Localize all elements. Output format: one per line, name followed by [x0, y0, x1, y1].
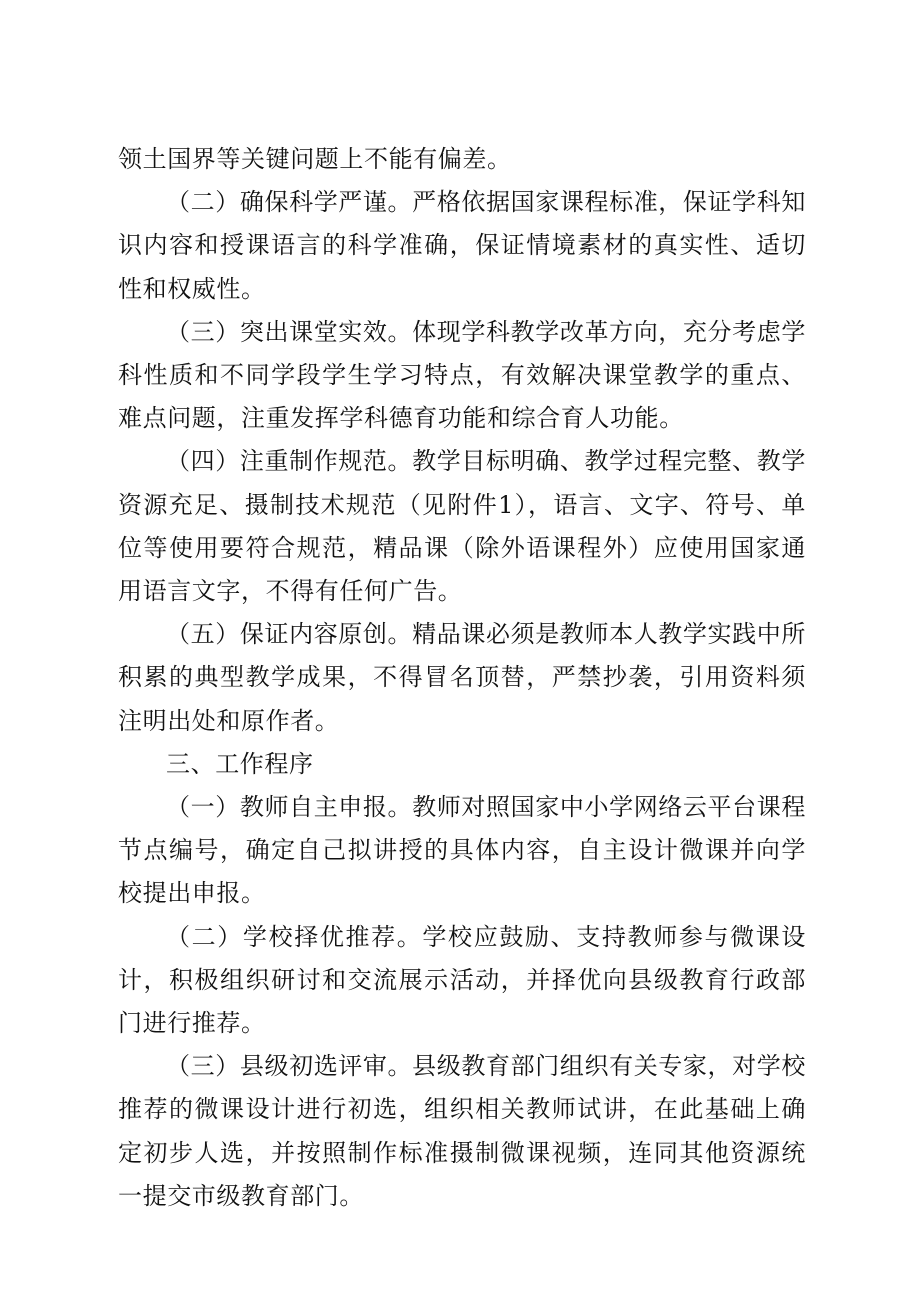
- section-heading-work-procedure: 三、工作程序: [166, 749, 314, 778]
- paragraph-county-review: （三）县级初选评审。县级教育部门组织有关专家，对学校推荐的微课设计进行初选，组织相关教师试讲，在此基础上确定初步人选，并按照制作标准摄制微课视频，连同其他资源统一提交市级教育部门。: [118, 1052, 806, 1210]
- paragraph-original-content: （五）保证内容原创。精品课必须是教师本人教学实践中所积累的典型教学成果，不得冒名顶替，严禁抄袭，引用资料须注明出处和原作者。: [118, 620, 806, 735]
- paragraph-production-standards: （四）注重制作规范。教学目标明确、教学过程完整、教学资源充足、摄制技术规范（见附件1），语言、文字、符号、单位等使用要符合规范，精品课（除外语课程外）应使用国家通用语言文字，不得有任何广告。: [118, 447, 806, 606]
- paragraph-classroom-effectiveness: （三）突出课堂实效。体现学科教学改革方向，充分考虑学科性质和不同学段学生学习特点，有效解决课堂教学的重点、难点问题，注重发挥学科德育功能和综合育人功能。: [118, 317, 806, 433]
- paragraph-school-recommendation: （二）学校择优推荐。学校应鼓励、支持教师参与微课设计，积极组织研讨和交流展示活动，并择优向县级教育行政部门进行推荐。: [118, 922, 806, 1038]
- paragraph-teacher-application: （一）教师自主申报。教师对照国家中小学网络云平台课程节点编号，确定自己拟讲授的具体内容，自主设计微课并向学校提出申报。: [118, 793, 806, 908]
- document-body: [118, 138, 806, 1218]
- paragraph-continuation: 领土国界等关键问题上不能有偏差。: [118, 145, 512, 173]
- paragraph-scientific-rigor: （二）确保科学严谨。严格依据国家课程标准，保证学科知识内容和授课语言的科学准确，保证情境素材的真实性、适切性和权威性。: [118, 188, 806, 303]
